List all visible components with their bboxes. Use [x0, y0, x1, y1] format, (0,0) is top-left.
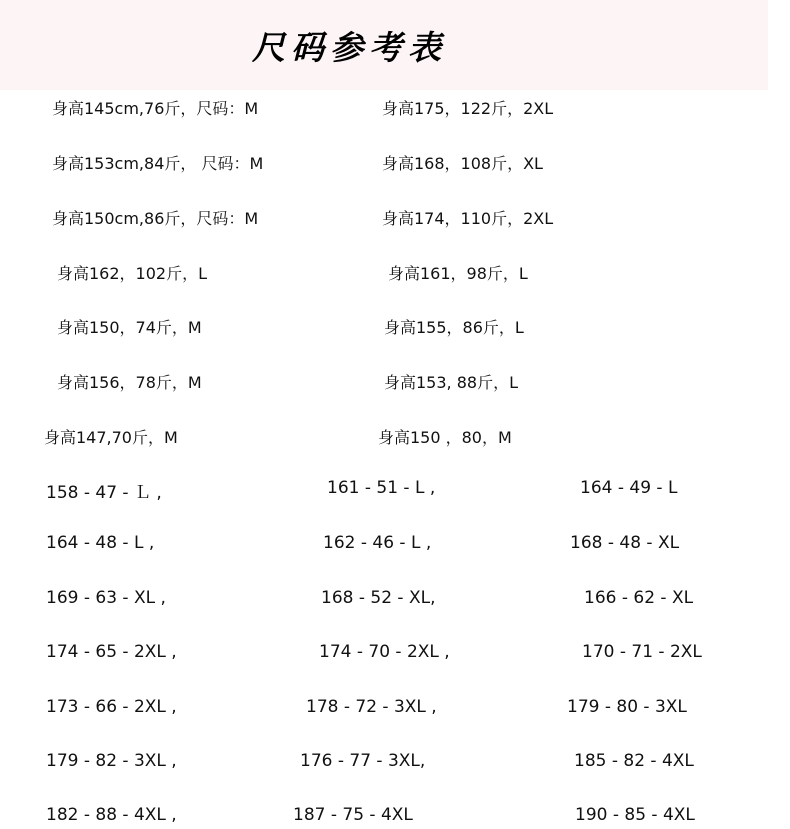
size-entry: 162 - 46 - L ,	[323, 533, 432, 553]
height-weight-entry: 身高150，74斤，M	[57, 318, 202, 337]
height-weight-entry: 身高147,70斤，M	[44, 428, 178, 447]
size-entry: 164 - 49 - L	[580, 478, 678, 498]
size-entry: 174 - 70 - 2XL ,	[319, 642, 450, 662]
size-entry: 178 - 72 - 3XL ,	[306, 697, 437, 717]
height-weight-entry: 身高153cm,84斤， 尺码：M	[52, 154, 264, 173]
size-entry: 179 - 80 - 3XL	[567, 697, 687, 717]
height-weight-entry: 身高150cm,86斤，尺码：M	[52, 209, 259, 228]
size-entry: 185 - 82 - 4XL	[574, 751, 694, 771]
size-entry: 176 - 77 - 3XL,	[300, 751, 426, 771]
size-entry: 182 - 88 - 4XL ,	[46, 805, 177, 825]
size-entry: 190 - 85 - 4XL	[575, 805, 695, 825]
size-entry: 173 - 66 - 2XL ,	[46, 697, 177, 717]
height-weight-entry: 身高161，98斤，L	[388, 264, 528, 283]
size-entry: 158 - 47 - Ｌ ,	[46, 483, 162, 503]
size-entry: 161 - 51 - L ,	[327, 478, 436, 498]
size-entry: 179 - 82 - 3XL ,	[46, 751, 177, 771]
height-weight-entry: 身高155，86斤，L	[384, 318, 524, 337]
size-entry: 174 - 65 - 2XL ,	[46, 642, 177, 662]
height-weight-entry: 身高168，108斤，XL	[382, 154, 543, 173]
height-weight-entry: 身高145cm,76斤，尺码：M	[52, 99, 259, 118]
height-weight-entry: 身高153, 88斤，L	[384, 373, 518, 392]
size-entry: 168 - 52 - XL,	[321, 588, 436, 608]
page-title: 尺码参考表	[252, 28, 447, 67]
height-weight-entry: 身高174，110斤，2XL	[382, 209, 554, 228]
height-weight-entry: 身高175，122斤，2XL	[382, 99, 554, 118]
size-entry: 168 - 48 - XL	[570, 533, 680, 553]
size-entry: 164 - 48 - L ,	[46, 533, 155, 553]
size-entry: 166 - 62 - XL	[584, 588, 694, 608]
size-entry: 170 - 71 - 2XL	[582, 642, 702, 662]
height-weight-entry: 身高150 ，80，M	[378, 428, 512, 447]
size-entry: 169 - 63 - XL ,	[46, 588, 166, 608]
height-weight-entry: 身高162，102斤，L	[57, 264, 207, 283]
size-entry: 187 - 75 - 4XL	[293, 805, 413, 825]
height-weight-entry: 身高156，78斤，M	[57, 373, 202, 392]
